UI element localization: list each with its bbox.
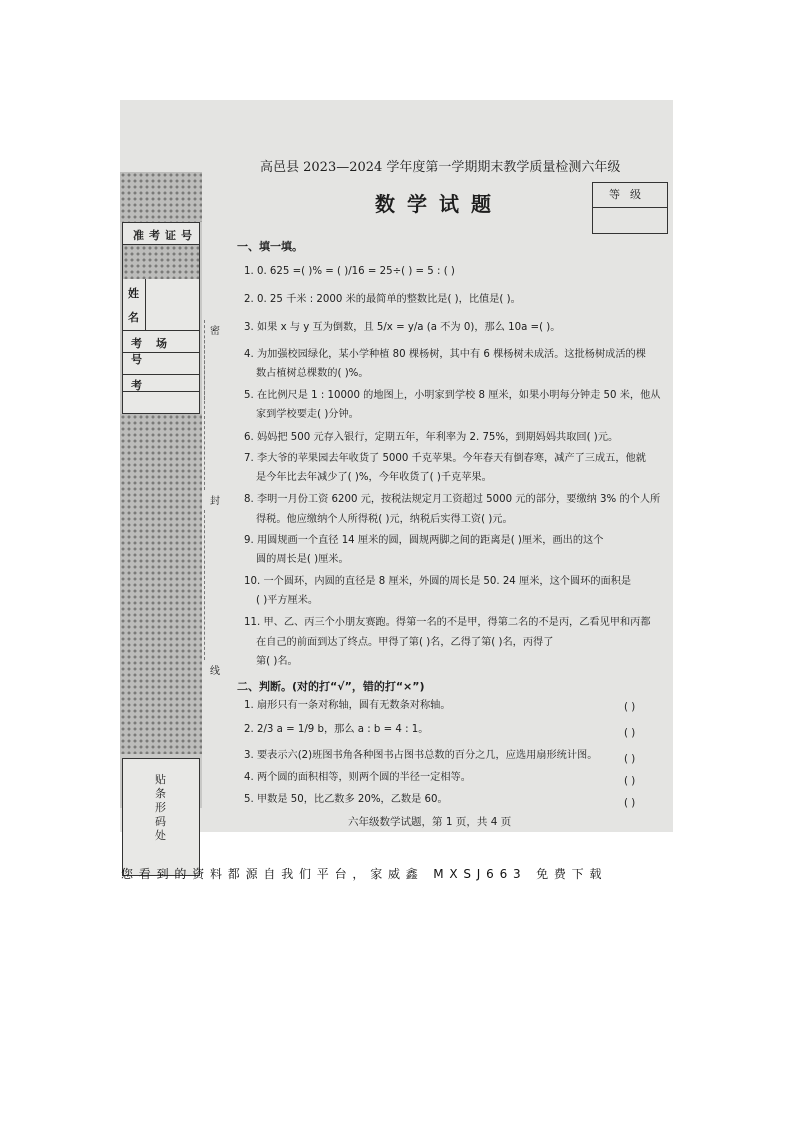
question-4-line-2: 数占植树总棵数的( )%。 (256, 368, 369, 379)
scanned-exam-page (120, 100, 673, 842)
answer-blank-2[interactable]: ( ) (624, 728, 636, 739)
judge-question-3: 3. 要表示六(2)班图书角各种图书占图书总数的百分之几，应选用扇形统计图。 (244, 750, 598, 761)
question-4-line-1: 4. 为加强校园绿化，某小学种植 80 棵杨树，其中有 6 棵杨树未成活。这批杨树成活的棵 (244, 349, 646, 360)
question-3: 3. 如果 x 与 y 互为倒数，且 5/x = y/a (a 不为 0)，那么 10a =( )。 (244, 322, 561, 333)
answer-blank-3[interactable]: ( ) (624, 754, 636, 765)
question-5-line-2: 家到学校要走( )分钟。 (256, 409, 359, 420)
judge-question-4: 4. 两个圆的面积相等，则两个圆的半径一定相等。 (244, 772, 471, 783)
question-1: 1. 0. 625 =( )% = ( )/16 = 25÷( ) = 5 : ( ) (244, 266, 455, 277)
grade-label: 等级 (593, 183, 667, 208)
exam-title: 数学试题 (375, 192, 503, 216)
seal-char-xian: 线 (210, 666, 220, 677)
exam-room-field (123, 353, 199, 375)
exam-header: 高邑县 2023—2024 学年度第一学期期末教学质量检测六年级 (260, 160, 621, 175)
grade-box (592, 182, 668, 234)
ticket-number-field (123, 245, 199, 279)
hatch-pattern (120, 172, 202, 222)
question-8-line-1: 8. 李明一月份工资 6200 元，按税法规定月工资超过 5000 元的部分，要缴纳 3% 的个人所 (244, 494, 661, 505)
seal-line (204, 510, 205, 660)
hatch-pattern-lower (120, 414, 202, 754)
question-11-line-1: 11. 甲、乙、丙三个小朋友赛跑。得第一名的不是甲，得第二名的不是丙，乙看见甲和丙都 (244, 617, 651, 628)
ticket-number-label: 准考证号 (133, 229, 197, 242)
exam-room-label: 考场号 (131, 337, 181, 366)
exam-site-label: 考 (131, 379, 168, 392)
question-7-line-1: 7. 李大爷的苹果园去年收货了 5000 千克苹果。今年春天有倒春寒，减产了三成五，他就 (244, 453, 646, 464)
answer-blank-1[interactable]: ( ) (624, 702, 636, 713)
question-5-line-1: 5. 在比例尺是 1 : 10000 的地图上，小明家到学校 8 厘米，如果小明每分钟走 50 米，他从 (244, 390, 661, 401)
question-7-line-2: 是今年比去年减少了( )%，今年收货了( )千克苹果。 (256, 472, 492, 483)
section-1-heading: 一、填一填。 (237, 240, 303, 253)
seal-char-feng: 封 (210, 496, 220, 507)
page-footer: 六年级数学试题，第 1 页，共 4 页 (348, 816, 512, 828)
answer-blank-5[interactable]: ( ) (624, 798, 636, 809)
student-info-box (122, 222, 200, 392)
question-9-line-1: 9. 用圆规画一个直径 14 厘米的圆，圆规两脚之间的距离是( )厘米，画出的这个 (244, 535, 604, 546)
question-8-line-2: 得税。他应缴纳个人所得税( )元，纳税后实得工资( )元。 (256, 514, 513, 525)
question-10-line-1: 10. 一个圆环，内圆的直径是 8 厘米，外圆的周长是 50. 24 厘米，这个圆环的面积是 (244, 576, 632, 587)
question-2: 2. 0. 25 千米 : 2000 米的最简单的整数比是( )，比值是( )。 (244, 294, 521, 305)
answer-blank-4[interactable]: ( ) (624, 776, 636, 787)
judge-question-2: 2. 2/3 a = 1/9 b，那么 a : b = 4 : 1。 (244, 724, 429, 735)
name-label-2: 名 (128, 311, 144, 324)
binding-strip (120, 172, 202, 842)
seal-line (204, 340, 205, 490)
barcode-paste-label: 贴条形码处 (155, 773, 166, 842)
seal-char-mi: 密 (210, 326, 220, 337)
question-10-line-2: ( )平方厘米。 (256, 595, 319, 606)
question-9-line-2: 圆的周长是( )厘米。 (256, 554, 349, 565)
exam-site-field (122, 392, 200, 414)
section-2-heading: 二、判断。(对的打“√”，错的打“×”) (237, 680, 425, 693)
question-6: 6. 妈妈把 500 元存入银行，定期五年，年利率为 2. 75%，到期妈妈共取回( )元。 (244, 432, 619, 443)
name-label-1: 姓 (128, 287, 144, 300)
judge-question-1: 1. 扇形只有一条对称轴，圆有无数条对称轴。 (244, 700, 451, 711)
judge-question-5: 5. 甲数是 50，比乙数多 20%，乙数是 60。 (244, 794, 448, 805)
question-11-line-2: 在自己的前面到达了终点。甲得了第( )名，乙得了第( )名，丙得了 (256, 637, 554, 648)
watermark-text: 您看到的资料都源自我们平台，家威鑫 MXSJ663 免费下载 (121, 867, 608, 881)
barcode-paste-area (122, 758, 200, 876)
question-11-line-3: 第( )名。 (256, 656, 298, 667)
